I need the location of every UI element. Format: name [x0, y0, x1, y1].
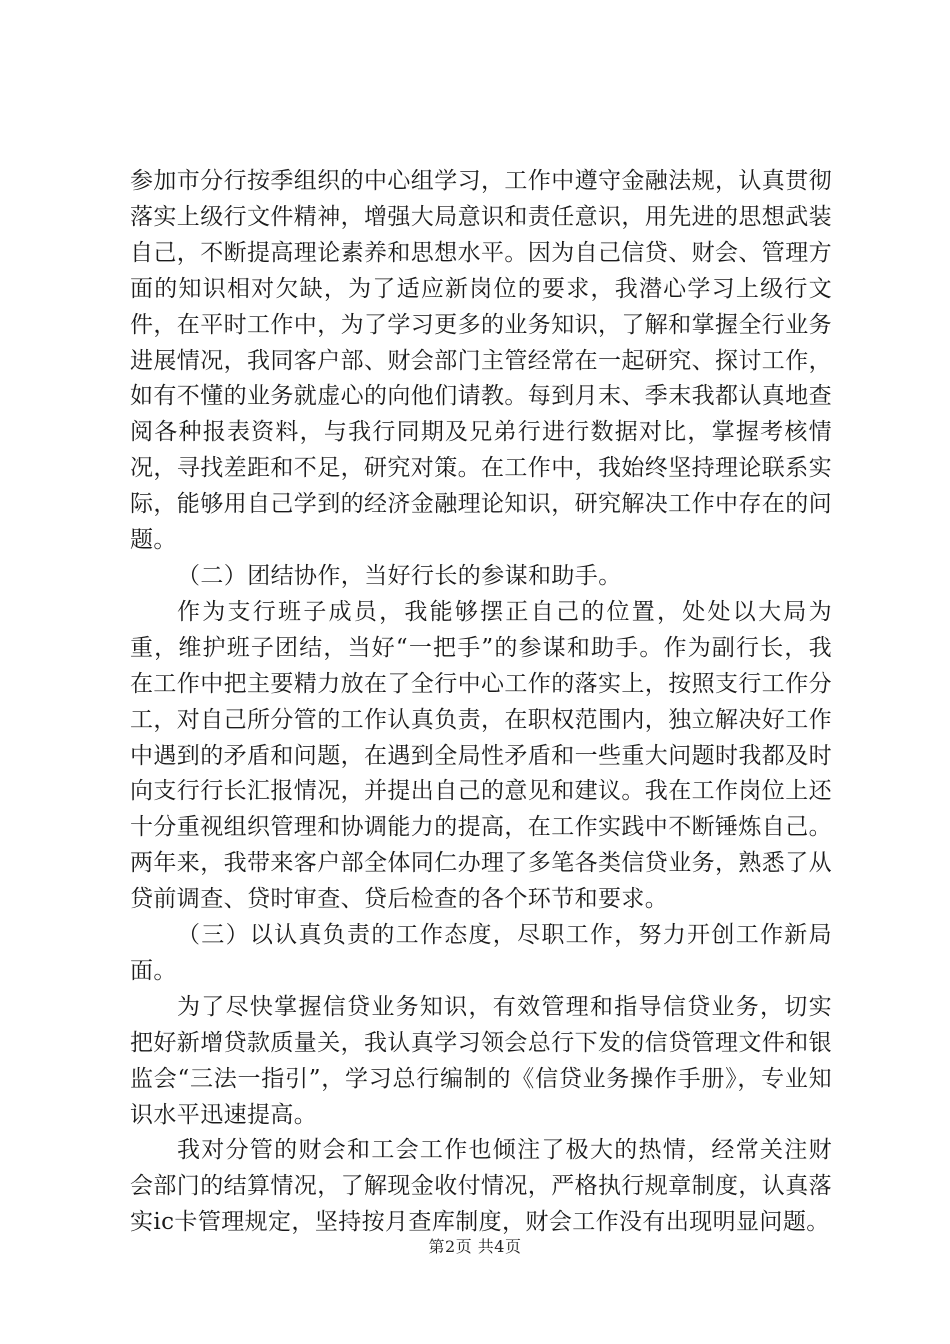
- section-heading-teamwork: （二）团结协作，当好行长的参谋和助手。: [177, 562, 622, 589]
- paragraph-finance: 我对分管的财会和工会工作也倾注了极大的热情，经常关注财会部门的结算情况，了解现金收付情况，严格执行规章制度，认真落实ic卡管理规定，坚持按月查库制度，财会工作没有出现明显问题。: [130, 1137, 832, 1236]
- paragraph-study: 参加市分行按季组织的中心组学习，工作中遵守金融法规，认真贯彻落实上级行文件精神，增强大局意识和责任意识，用先进的思想武装自己，不断提高理论素养和思想水平。因为自己信贷、财会、管理方面的知识相对欠缺，为了适应新岗位的要求，我潜心学习上级行文件，在平时工作中，为了学习更多的业务知识，了解和掌握全行业务进展情况，我同客户部、财会部门主管经常在一起研究、探讨工作，如有不懂的业务就虚心的向他们请教。每到月末、季末我都认真地查阅各种报表资料，与我行同期及兄弟行进行数据对比，掌握考核情况，寻找差距和不足，研究对策。在工作中，我始终坚持理论联系实际，能够用自己学到的经济金融理论知识，研究解决工作中存在的问题。: [130, 168, 832, 554]
- document-body: [130, 164, 832, 1241]
- page-number-footer: 第2页 共4页: [428, 1237, 522, 1256]
- paragraph-credit: 为了尽快掌握信贷业务知识，有效管理和指导信贷业务，切实把好新增贷款质量关，我认真学习领会总行下发的信贷管理文件和银监会“三法一指引”，学习总行编制的《信贷业务操作手册》，专业知识水平迅速提高。: [130, 993, 832, 1128]
- section-heading-responsibility: （三）以认真负责的工作态度，尽职工作，努力开创工作新局面。: [130, 922, 832, 984]
- paragraph-teamwork: 作为支行班子成员，我能够摆正自己的位置，处处以大局为重，维护班子团结，当好“一把手”的参谋和助手。作为副行长，我在工作中把主要精力放在了全行中心工作的落实上，按照支行工作分工，对自己所分管的工作认真负责，在职权范围内，独立解决好工作中遇到的矛盾和问题，在遇到全局性矛盾和一些重大问题时我都及时向支行行长汇报情况，并提出自己的意见和建议。我在工作岗位上还十分重视组织管理和协调能力的提高，在工作实践中不断锤炼自己。两年来，我带来客户部全体同仁办理了多笔各类信贷业务，熟悉了从贷前调查、贷时审查、贷后检查的各个环节和要求。: [130, 598, 832, 913]
